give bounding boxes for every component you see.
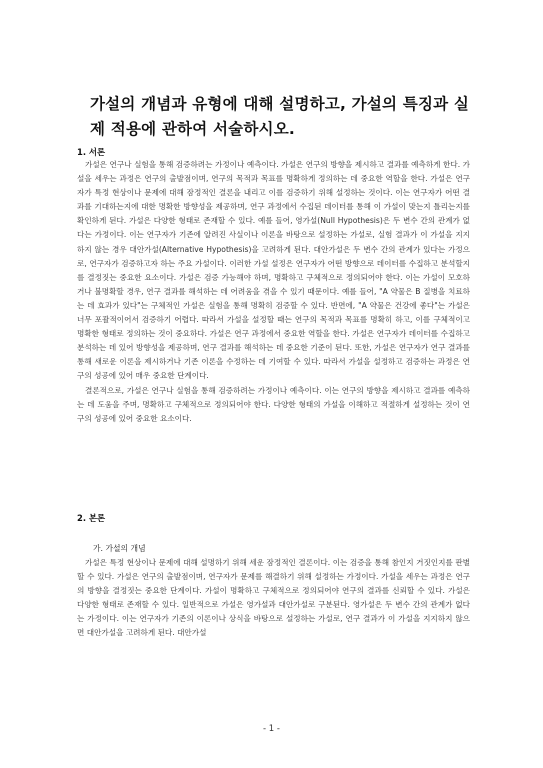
page-number: - 1 - [263, 724, 280, 734]
section-heading-introduction: 1. 서론 [77, 147, 106, 157]
paragraph: 가설은 연구나 실험을 통해 검증하려는 가정이나 예측이다. 가설은 연구의 방향을 제시하고 결과를 예측하게 한다. 가설을 세우는 과정은 연구의 출발점이며, 연구의 목적과 목표를 명확하게 정의하는 데 중요한 역할을 한다. 가설은 연구자가 특정 현상이나 문제에 대해 잠정적인 결론을 내리고 이를 검증하기 위해 설정하는 것이다. 이는 연구자가 어떤 결과를 기대하는지에 대한 명확한 방향성을 제공하며, 연구 과정에서 수집된 데이터를 통해 이 가설이 맞는지 틀리는지를 확인하게 된다. 가설은 다양한 형태로 존재할 수 있다. 예를 들어, 영가설(Null Hypothesis)은 두 변수 간의 관계가 없다는 가정이다. 이는 연구자가 기존에 알려진 사실이나 이론을 바탕으로 설정하는 가설로, 실험 결과가 이 가설을 지지하지 않는 경우 대안가설(Alternative Hypothesis)을 고려하게 된다. 대안가설은 두 변수 간의 관계가 있다는 가정으로, 연구자가 검증하고자 하는 주요 가설이다. 이러한 가설 설정은 연구자가 어떤 방향으로 데이터를 수집하고 분석할지를 결정짓는 중요한 요소이다. 가설은 검증 가능해야 하며, 명확하고 구체적으로 정의되어야 한다. 이는 가설이 모호하거나 불명확할 경우, 연구 결과를 해석하는 데 어려움을 겪을 수 있기 때문이다. 예를 들어, "A 약물은 B 질병을 치료하는 데 효과가 있다"는 구체적인 가설은 실험을 통해 명확히 검증할 수 있다. 반면에, "A 약물은 건강에 좋다"는 가설은 너무 포괄적이어서 검증하기 어렵다. 따라서 가설을 설정할 때는 연구의 목적과 목표를 명확히 하고, 이를 구체적이고 명확한 형태로 정의하는 것이 중요하다. 가설은 연구 과정에서 중요한 역할을 한다. 가설은 연구자가 데이터를 수집하고 분석하는 데 있어 방향성을 제공하며, 연구 결과를 해석하는 데 중요한 기준이 된다. 또한, 가설은 연구자가 연구 결과를 통해 새로운 이론을 제시하거나 기존 이론을 수정하는 데 기여할 수 있다. 따라서 가설을 설정하고 검증하는 과정은 연구의 성공에 있어 매우 중요한 단계이다. [77, 160, 470, 381]
paragraph: 가설은 특정 현상이나 문제에 대해 설명하기 위해 세운 잠정적인 결론이다. 이는 검증을 통해 참인지 거짓인지를 판별할 수 있다. 가설은 연구의 출발점이며, 연구자가 문제를 해결하기 위해 설정하는 가정이다. 가설을 세우는 과정은 연구의 방향을 결정짓는 중요한 단계이다. 가설이 명확하고 구체적으로 정의되어야 연구의 결과를 신뢰할 수 있다. 가설은 다양한 형태로 존재할 수 있다. 일반적으로 가설은 영가설과 대안가설로 구분된다. 영가설은 두 변수 간의 관계가 없다는 가정이다. 이는 연구자가 기존의 이론이나 상식을 바탕으로 설정하는 가설로, 연구 결과가 이 가설을 지지하지 않으면 대안가설을 고려하게 된다. 대안가설 [77, 558, 470, 638]
section-body-text [77, 556, 470, 641]
section-heading-body: 2. 본론 [77, 513, 106, 523]
section-introduction-body [77, 158, 470, 426]
subsection-heading-concept: 가. 가설의 개념 [93, 544, 146, 553]
document-title: 가설의 개념과 유형에 대해 설명하고, 가설의 특징과 실제 적용에 관하여 서술하시오. [90, 95, 470, 138]
paragraph: 결론적으로, 가설은 연구나 실험을 통해 검증하려는 가정이나 예측이다. 이는 연구의 방향을 제시하고 결과를 예측하는 데 도움을 주며, 명확하고 구체적으로 정의되어야 한다. 다양한 형태의 가설을 이해하고 적절하게 설정하는 것이 연구의 성공에 있어 중요한 요소이다. [77, 385, 470, 423]
